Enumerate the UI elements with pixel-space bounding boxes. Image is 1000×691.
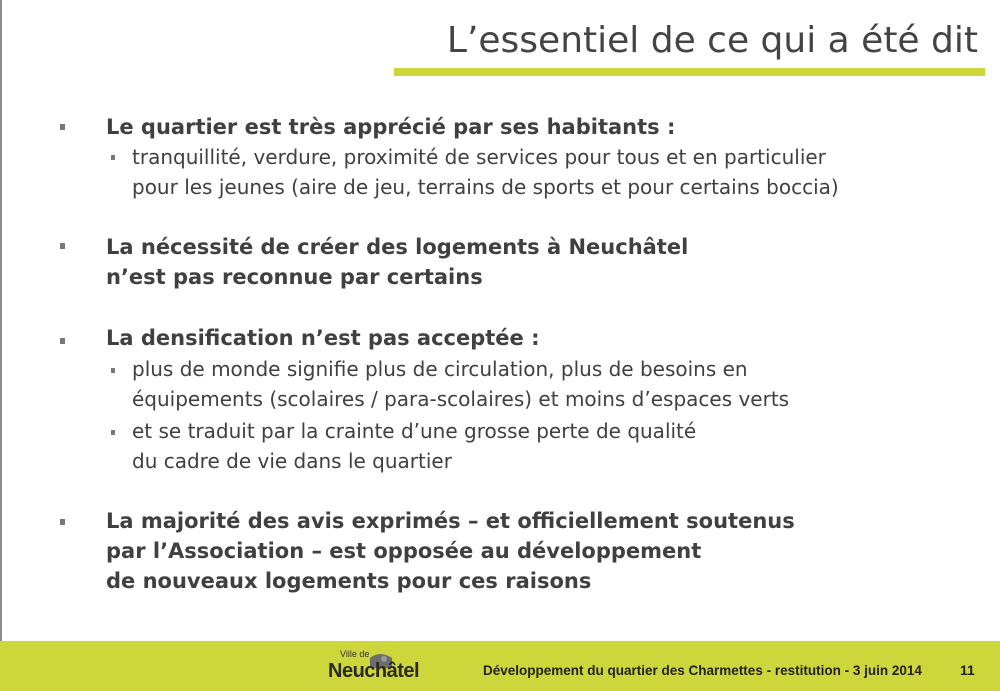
sub-bullet-text-line: plus de monde signifie plus de circulation, plus de besoins en bbox=[132, 357, 748, 381]
sub-bullet-square-icon bbox=[111, 368, 115, 373]
sub-bullet-square-icon bbox=[111, 430, 115, 435]
bullet-heading: Le quartier est très apprécié par ses habitants : bbox=[106, 115, 676, 139]
slide-title: L’essentiel de ce qui a été dit bbox=[446, 20, 978, 61]
logo-main-text: Neuchâtel bbox=[328, 660, 420, 682]
title-underline-bar bbox=[394, 68, 985, 76]
bullet-heading-line: La nécessité de créer des logements à Neuchâtel bbox=[106, 235, 689, 259]
bullet-heading-line: La majorité des avis exprimés – et officiellement soutenus bbox=[106, 509, 795, 533]
footer-caption: Développement du quartier des Charmettes - restitution - 3 juin 2014 bbox=[483, 663, 922, 678]
sub-bullet-text-line: et se traduit par la crainte d’une grosse perte de qualité bbox=[132, 419, 697, 443]
bullet-heading-line: par l’Association – est opposée au développement bbox=[106, 539, 702, 563]
bullet-heading-line: n’est pas reconnue par certains bbox=[106, 265, 483, 289]
slide-left-border bbox=[0, 0, 2, 691]
sub-bullet-text-line: pour les jeunes (aire de jeu, terrains de sports et pour certains boccia) bbox=[132, 175, 839, 199]
bullet-square-icon bbox=[60, 243, 65, 249]
logo-small-text: Ville de bbox=[340, 649, 370, 659]
bullet-heading-line: de nouveaux logements pour ces raisons bbox=[106, 569, 592, 593]
bullet-square-icon bbox=[60, 519, 65, 525]
bullet-heading: La densification n’est pas acceptée : bbox=[106, 326, 540, 350]
bullet-square-icon bbox=[60, 124, 65, 130]
sub-bullet-square-icon bbox=[111, 155, 115, 160]
page-number: 11 bbox=[960, 662, 975, 678]
sub-bullet-text-line: tranquillité, verdure, proximité de services pour tous et en particulier bbox=[132, 145, 826, 169]
sub-bullet-text-line: équipements (scolaires / para-scolaires) et moins d’espaces verts bbox=[132, 387, 790, 411]
sub-bullet-text-line: du cadre de vie dans le quartier bbox=[132, 449, 452, 473]
bullet-square-icon bbox=[60, 338, 65, 344]
